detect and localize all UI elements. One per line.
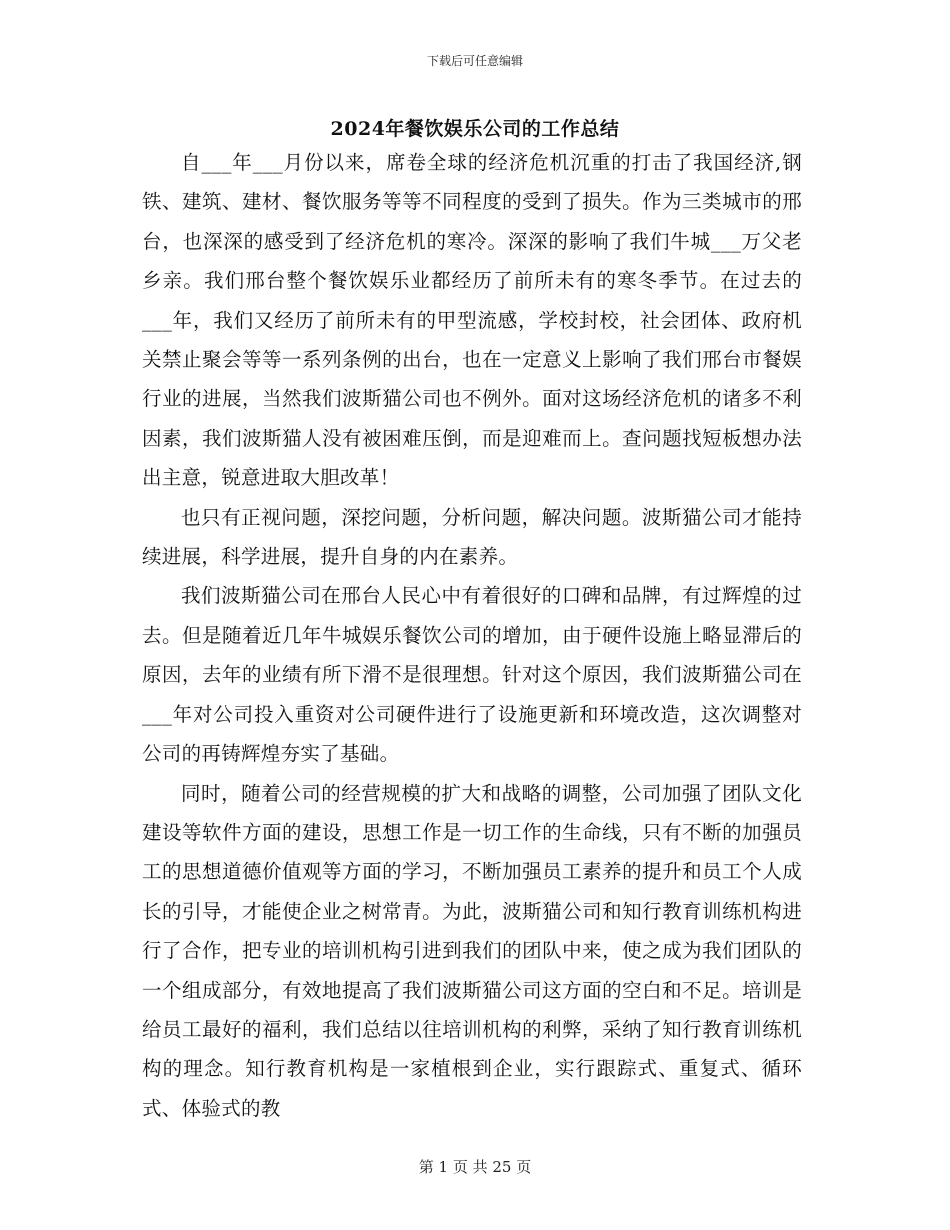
document-title: 2024年餐饮娱乐公司的工作总结: [330, 118, 620, 140]
paragraph-2: 也只有正视问题，深挖问题，分析问题，解决问题。波斯猫公司才能持续进展，科学进展，提升自身的内在素养。: [142, 505, 802, 569]
paragraph-3: 我们波斯猫公司在邢台人民心中有着很好的口碑和品牌，有过辉煌的过去。但是随着近几年牛城娱乐餐饮公司的增加，由于硬件设施上略显滞后的原因，去年的业绩有所下滑不是很理想。针对这个原因，我们波斯猫公司在___年对公司投入重资对公司硬件进行了设施更新和环境改造，这次调整对公司的再铸辉煌夯实了基础。: [142, 584, 802, 766]
page-number: 第 1 页 共 25 页: [418, 1158, 532, 1176]
page-header-note: 下载后可任意编辑: [426, 54, 523, 68]
paragraph-4: 同时，随着公司的经营规模的扩大和战略的调整，公司加强了团队文化建设等软件方面的建设，思想工作是一切工作的生命线，只有不断的加强员工的思想道德价值观等方面的学习，不断加强员工素养的提升和员工个人成长的引导，才能使企业之树常青。为此，波斯猫公司和知行教育训练机构进行了合作，把专业的培训机构引进到我们的团队中来，使之成为我们团队的一个组成部分，有效地提高了我们波斯猫公司这方面的空白和不足。培训是给员工最好的福利，我们总结以往培训机构的利弊，采纳了知行教育训练机构的理念。知行教育机构是一家植根到企业，实行跟踪式、重复式、循环式、体验式的教: [142, 781, 802, 1120]
document-body: [142, 143, 802, 1128]
paragraph-1: 自___年___月份以来，席卷全球的经济危机沉重的打击了我国经济,钢铁、建筑、建材、餐饮服务等等不同程度的受到了损失。作为三类城市的邢台，也深深的感受到了经济危机的寒冷。深深的影响了我们牛城___万父老乡亲。我们邢台整个餐饮娱乐业都经历了前所未有的寒冬季节。在过去的___年，我们又经历了前所未有的甲型流感，学校封校，社会团体、政府机关禁止聚会等等一系列条例的出台，也在一定意义上影响了我们邢台市餐娱行业的进展，当然我们波斯猫公司也不例外。面对这场经济危机的诸多不利因素，我们波斯猫人没有被困难压倒，而是迎难而上。查问题找短板想办法出主意，锐意进取大胆改革！: [142, 151, 802, 490]
